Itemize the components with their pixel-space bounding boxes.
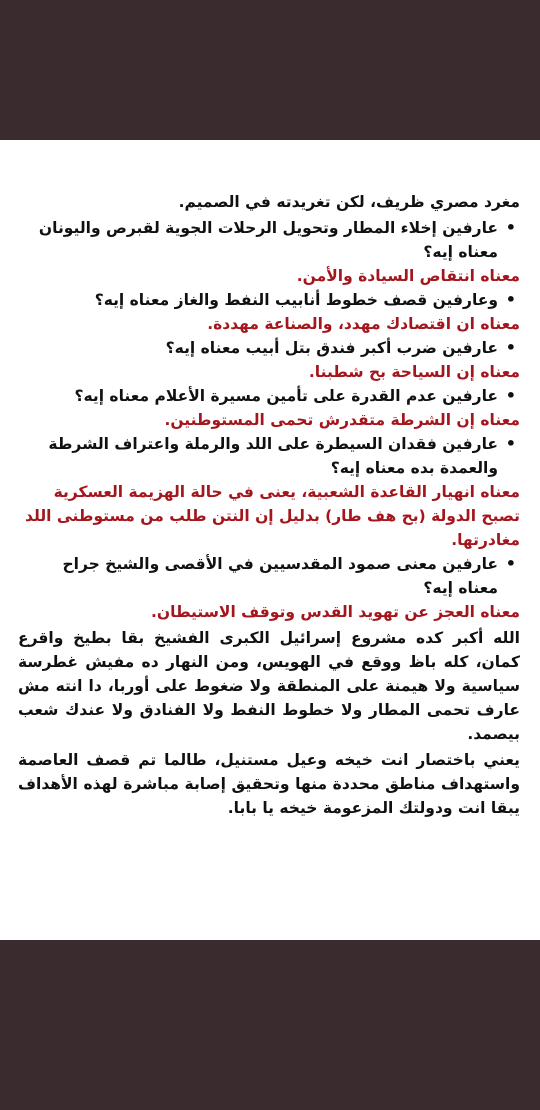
question-text: • عارفين عدم القدرة على تأمين مسيرة الأعلام معناه إيه؟ xyxy=(74,387,498,405)
question-text: • عارفين معنى صمود المقدسيين في الأقصى والشيخ جراح معناه إيه؟ xyxy=(62,555,498,597)
question-text: • عارفين فقدان السيطرة على اللد والرملة واعتراف الشرطة والعمدة بده معناه إيه؟ xyxy=(48,435,498,477)
bullet-list xyxy=(18,552,520,600)
document-title: مغرد مصري ظريف، لكن تغريدته في الصميم. xyxy=(178,193,520,211)
bullet-list xyxy=(18,288,520,312)
answer-text: معناه انتقاص السيادة والأمن. xyxy=(296,267,520,285)
list-item xyxy=(18,552,520,600)
question-text: • عارفين إخلاء المطار وتحويل الرحلات الجوية لقبرص واليونان معناه إيه؟ xyxy=(38,219,498,261)
question-text: • عارفين ضرب أكبر فندق بتل أبيب معناه إيه؟ xyxy=(165,339,498,357)
answer-text: معناه ان اقتصادك مهدد، والصناعة مهددة. xyxy=(207,315,520,333)
answer-text: معناه انهيار القاعدة الشعبية، يعنى في حالة الهزيمة العسكرية تصبح الدولة (بح هف طار) بدليل إن النتن طلب من مستوطنى اللد مغادرتها. xyxy=(25,483,520,549)
document-page xyxy=(0,140,540,940)
bullet-list xyxy=(18,384,520,408)
list-item xyxy=(18,336,520,360)
list-item xyxy=(18,432,520,480)
answer-text: معناه إن الشرطة متقدرش تحمى المستوطنين. xyxy=(164,411,520,429)
paragraph: يعني باختصار انت خيخه وعيل مستنيل، طالما تم قصف العاصمة واستهداف مناطق محددة منها وتحقيق إصابة مباشرة لهذه الأهداف يبقا انت ودولتك المزعومة خيخه يا بابا. xyxy=(18,751,520,817)
answer-text: معناه إن السياحة بح شطبنا. xyxy=(308,363,520,381)
question-text: • وعارفين قصف خطوط أنابيب النفط والغاز معناه إيه؟ xyxy=(94,291,498,309)
bullet-list xyxy=(18,216,520,264)
list-item xyxy=(18,384,520,408)
document-body xyxy=(18,190,520,820)
bullet-list xyxy=(18,432,520,480)
paragraph: الله أكبر كده مشروع إسرائيل الكبرى الفشيخ بقا بطيخ واقرع كمان، كله باظ ووقع في الهويس، ومن النهار ده مفيش غطرسة سياسية ولا هيمنة على المنطقة ولا ضغوط على أوربا، دا انته مش عارف تحمى المطار ولا خطوط النفط ولا الفنادق ولا عندك شعب بيصمد. xyxy=(18,629,520,743)
list-item xyxy=(18,288,520,312)
answer-text: معناه العجز عن تهويد القدس وتوقف الاستيطان. xyxy=(151,603,520,621)
bullet-list xyxy=(18,336,520,360)
list-item xyxy=(18,216,520,264)
